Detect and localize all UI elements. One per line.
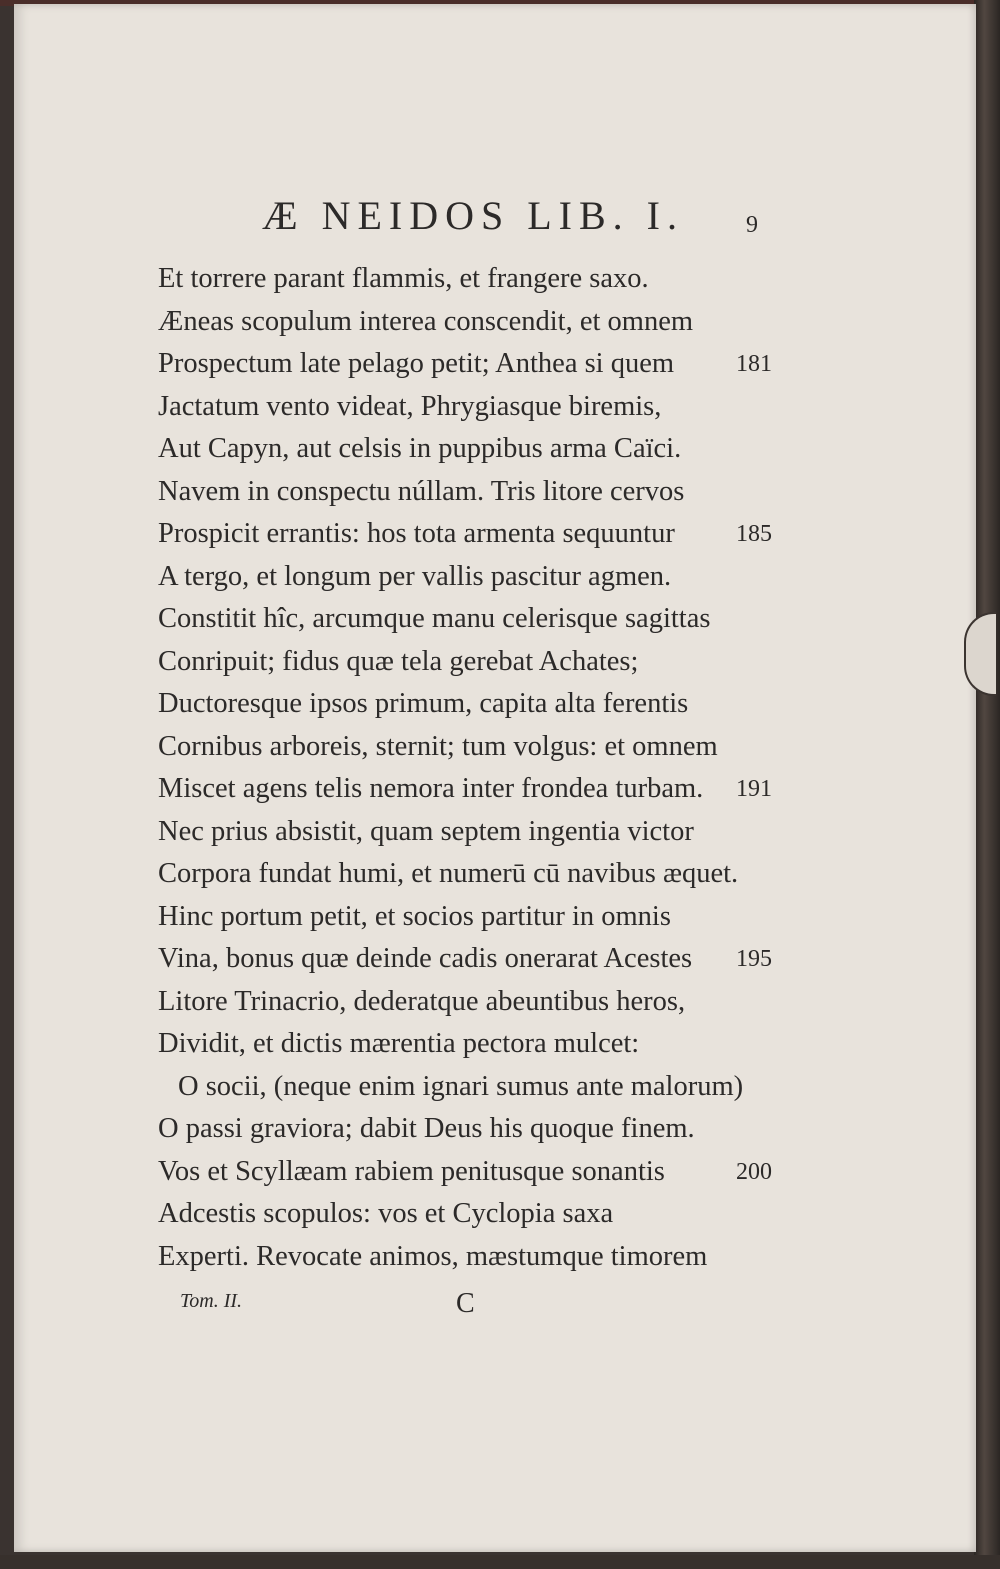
running-head: Æ NEIDOS LIB. I. xyxy=(262,193,684,238)
verse-line xyxy=(158,683,798,726)
volume-signature: Tom. II. xyxy=(180,1290,243,1312)
verse-text: Ductoresque ipsos primum, capita alta ferentis xyxy=(158,688,689,719)
line-number: 181 xyxy=(736,351,772,377)
thumb-index-tab xyxy=(964,612,996,696)
verse-line xyxy=(158,556,798,599)
verse-line xyxy=(158,1236,798,1279)
verse-line xyxy=(158,258,798,301)
verse-text: Aut Capyn, aut celsis in puppibus arma Caïci. xyxy=(158,433,682,464)
verse-line xyxy=(158,513,798,556)
verse-text: Conripuit; fidus quæ tela gerebat Achates; xyxy=(158,645,639,677)
verse-line xyxy=(158,938,798,981)
verse-line xyxy=(158,726,798,769)
verse-text: Dividit, et dictis mærentia pectora mulcet: xyxy=(158,1028,640,1059)
verse-text: O passi graviora; dabit Deus his quoque finem. xyxy=(158,1113,695,1144)
verse-line xyxy=(158,301,798,344)
verse-text: Et torrere parant flammis, et frangere saxo. xyxy=(158,263,649,294)
verse-line xyxy=(158,641,798,684)
verse-line xyxy=(158,811,798,854)
verse-line xyxy=(158,1023,798,1066)
gathering-signature: C xyxy=(456,1288,475,1319)
verse-line xyxy=(158,386,798,429)
verse-block xyxy=(158,258,798,1278)
verse-line xyxy=(158,1151,798,1194)
verse-text: O socii, (neque enim ignari sumus ante malorum) xyxy=(178,1070,744,1102)
verse-text: Prospicit errantis: hos tota armenta sequuntur xyxy=(158,518,675,549)
line-number: 185 xyxy=(736,521,772,547)
verse-line xyxy=(158,1108,798,1151)
verse-line xyxy=(158,768,798,811)
verse-text: Navem in conspectu núllam. Tris litore cervos xyxy=(158,475,685,507)
verse-text: Vina, bonus quæ deinde cadis onerarat Acestes xyxy=(158,943,693,974)
verse-line xyxy=(158,428,798,471)
verse-text: Constitit hîc, arcumque manu celerisque sagittas xyxy=(158,603,711,634)
verse-line xyxy=(158,598,798,641)
page-number: 9 xyxy=(746,212,758,238)
verse-line xyxy=(158,343,798,386)
book-bottom-edge xyxy=(0,1555,1000,1569)
verse-text: Cornibus arboreis, sternit; tum volgus: et omnem xyxy=(158,730,718,762)
verse-text: Litore Trinacrio, dederatque abeuntibus heros, xyxy=(158,985,686,1017)
verse-line xyxy=(158,853,798,896)
verse-line xyxy=(158,471,798,514)
verse-text: Vos et Scyllæam rabiem penitusque sonantis xyxy=(158,1155,665,1187)
verse-line xyxy=(158,1193,798,1236)
verse-text: Nec prius absistit, quam septem ingentia victor xyxy=(158,815,694,847)
verse-text: Adcestis scopulos: vos et Cyclopia saxa xyxy=(158,1198,614,1229)
line-number: 191 xyxy=(736,776,772,802)
verse-text: Hinc portum petit, et socios partitur in omnis xyxy=(158,900,671,932)
verse-text: Prospectum late pelago petit; Anthea si quem xyxy=(158,348,675,379)
verse-text: Experti. Revocate animos, mæstumque timorem xyxy=(158,1240,708,1272)
verse-line xyxy=(158,1066,798,1109)
line-number: 195 xyxy=(736,946,772,972)
line-number: 200 xyxy=(736,1158,772,1185)
verse-line xyxy=(158,896,798,939)
verse-text: A tergo, et longum per vallis pascitur agmen. xyxy=(158,560,672,592)
book-fore-edge xyxy=(974,0,1000,1569)
verse-line xyxy=(158,981,798,1024)
verse-text: Æneas scopulum interea conscendit, et omnem xyxy=(158,305,694,337)
verse-text: Jactatum vento videat, Phrygiasque biremis, xyxy=(158,390,662,422)
verse-text: Corpora fundat humi, et numerū cū navibus æquet. xyxy=(158,858,739,889)
verse-text: Miscet agens telis nemora inter frondea turbam. xyxy=(158,773,704,804)
